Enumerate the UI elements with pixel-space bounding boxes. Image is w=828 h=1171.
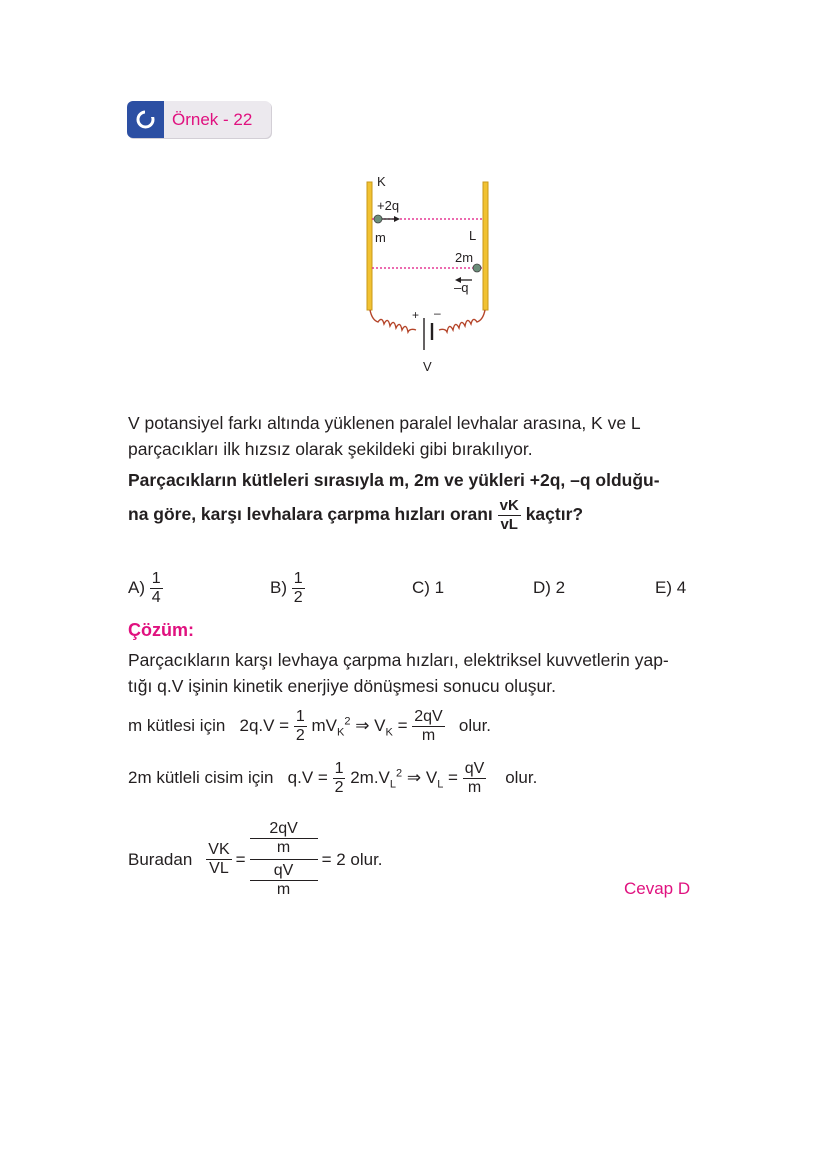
equation-1: m kütlesi için 2q.V = $\frac{1}{2}$ $mV_K^2$ ⇒ $V_K$ = $\frac{2qV}{m}$ olur. xyxy=(128,708,492,744)
eq3-prefix: Buradan xyxy=(128,849,193,869)
mass-k: m xyxy=(375,230,386,245)
eq2-half: $\frac{1}{2}$ xyxy=(334,760,344,796)
eq1-fraction: $\frac{2qV}{m}$ xyxy=(414,708,443,744)
eq2-fraction: $\frac{qV}{m}$ xyxy=(464,760,485,796)
example-title: Örnek - 22 xyxy=(172,110,253,129)
question-bold-2a: na göre, karşı levhalara çarpma hızları oranı xyxy=(128,504,493,525)
ratio-den: vL xyxy=(500,516,518,533)
label-v: V xyxy=(423,359,432,374)
example-badge xyxy=(127,101,271,138)
charge-k: +2q xyxy=(377,198,400,213)
circle-icon xyxy=(127,101,164,138)
option-a[interactable] xyxy=(128,570,163,607)
option-a-den: 4 xyxy=(151,589,161,606)
eq1-prefix: m kütlesi için xyxy=(128,715,226,735)
option-a-fraction xyxy=(150,570,163,607)
intro-line-2: parçacıkları ilk hızsız olarak şekildeki gibi bırakılıyor. xyxy=(128,439,533,459)
question-bold-line-2 xyxy=(128,497,728,534)
question-intro xyxy=(128,410,708,462)
plate-left xyxy=(367,182,372,310)
equation-2: 2m kütleli cisim için q.V = $\frac{1}{2}$ $2m.V_L^2$ ⇒ $V_L$ = $\frac{qV}{m}$ olur. xyxy=(128,760,538,796)
question-bold-line-1: Parçacıkların kütleleri sırasıyla m, 2m ve yükleri +2q, –q olduğu- xyxy=(128,470,660,490)
mass-l: 2m xyxy=(455,250,474,265)
plus-sign: + xyxy=(412,308,420,322)
eq3-compound-fraction: 2qV m qV m xyxy=(250,820,318,899)
eq1-half: $\frac{1}{2}$ xyxy=(295,708,305,744)
option-b-fraction xyxy=(292,570,305,607)
option-b[interactable] xyxy=(270,570,305,607)
label-l: L xyxy=(469,228,477,243)
option-b-label: B) xyxy=(270,577,287,597)
option-e[interactable]: E) 4 xyxy=(655,578,687,597)
eq2-prefix: 2m kütleli cisim için xyxy=(128,767,274,787)
right-coil xyxy=(439,310,485,332)
option-d[interactable]: D) 2 xyxy=(533,578,566,597)
particle-l xyxy=(473,264,481,272)
solution-text xyxy=(128,647,718,699)
minus-sign: – xyxy=(434,306,441,320)
label-k: K xyxy=(377,174,386,189)
solution-title: Çözüm: xyxy=(128,620,194,640)
ratio-num: vK xyxy=(499,497,519,514)
ratio-fraction xyxy=(498,497,521,534)
option-b-num: 1 xyxy=(293,570,303,587)
left-coil xyxy=(370,310,416,332)
solution-line-1: Parçacıkların karşı levhaya çarpma hızları, elektriksel kuvvetlerin yap- xyxy=(128,650,669,670)
solution-line-2: tığı q.V işinin kinetik enerjiye dönüşmesi sonucu oluşur. xyxy=(128,676,557,696)
eq3-lhs: $\frac{VK}{VL}$ xyxy=(208,841,230,877)
equation-3: Buradan $\frac{VK}{VL}$ = 2qV m qV m = 2 olur. xyxy=(128,820,383,898)
intro-line-1: V potansiyel farkı altında yüklenen paralel levhalar arasına, K ve L xyxy=(128,413,641,433)
question-bold-2b: kaçtır? xyxy=(525,504,584,525)
option-a-num: 1 xyxy=(151,570,161,587)
option-a-label: A) xyxy=(128,577,145,597)
answer-label: Cevap D xyxy=(624,879,691,898)
arrow-right-icon xyxy=(394,216,400,222)
capacitor-diagram xyxy=(350,170,510,380)
option-b-den: 2 xyxy=(293,589,303,606)
particle-k xyxy=(374,215,382,223)
plate-right xyxy=(483,182,488,310)
charge-l: –q xyxy=(454,280,469,295)
eq1-lhs: 2q.V = xyxy=(239,715,290,735)
option-c[interactable]: C) 1 xyxy=(412,578,445,597)
